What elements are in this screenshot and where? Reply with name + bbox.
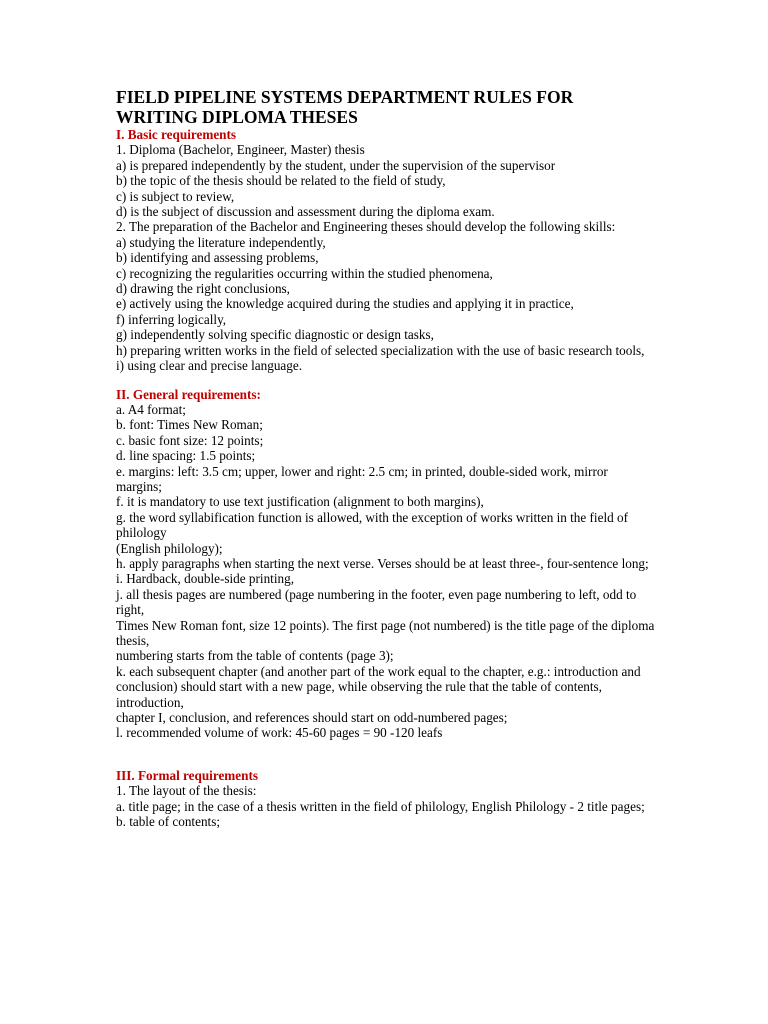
document-page	[116, 88, 656, 829]
section-heading-formal: III. Formal requirements	[116, 767, 258, 783]
text-line: 1. The layout of the thesis:	[116, 783, 257, 799]
text-line: 2. The preparation of the Bachelor and Engineering theses should develop the following skills:	[116, 219, 616, 235]
text-line: b) identifying and assessing problems,	[116, 250, 319, 266]
text-line: e) actively using the knowledge acquired during the studies and applying it in practice,	[116, 296, 574, 312]
text-line: (English philology);	[116, 540, 223, 556]
text-line: 1. Diploma (Bachelor, Engineer, Master) thesis	[116, 142, 365, 158]
text-line: chapter I, conclusion, and references should start on odd-numbered pages;	[116, 710, 508, 726]
text-line: b. font: Times New Roman;	[116, 417, 263, 433]
text-line: conclusion) should start with a new page, while observing the rule that the table of contents, introduction,	[116, 679, 602, 710]
text-line: a) studying the literature independently,	[116, 234, 326, 250]
text-line: a. title page; in the case of a thesis written in the field of philology, English Philology - 2 title pages;	[116, 798, 645, 814]
text-line: k. each subsequent chapter (and another part of the work equal to the chapter, e.g.: introduction and	[116, 663, 641, 679]
text-line: c. basic font size: 12 points;	[116, 432, 264, 448]
text-line: d) is the subject of discussion and assessment during the diploma exam.	[116, 204, 495, 220]
text-line: i. Hardback, double-side printing,	[116, 571, 294, 587]
section-general-body	[116, 402, 656, 741]
text-line: b. table of contents;	[116, 814, 221, 830]
text-line: h. apply paragraphs when starting the next verse. Verses should be at least three-, four-sentence long;	[116, 555, 649, 571]
text-line: h) preparing written works in the field of selected specialization with the use of basic research tools,	[116, 342, 645, 358]
text-line: a. A4 format;	[116, 401, 186, 417]
text-line: d) drawing the right conclusions,	[116, 281, 290, 297]
text-line: d. line spacing: 1.5 points;	[116, 448, 256, 464]
section-formal-body	[116, 783, 656, 829]
text-line: numbering starts from the table of contents (page 3);	[116, 648, 394, 664]
text-line: b) the topic of the thesis should be related to the field of study,	[116, 173, 446, 189]
text-line: j. all thesis pages are numbered (page numbering in the footer, even page numbering to left, odd to right,	[116, 586, 637, 618]
text-line: g. the word syllabification function is allowed, with the exception of works written in the field of philology	[116, 509, 628, 541]
text-line: i) using clear and precise language.	[116, 358, 303, 374]
section-basic-body	[116, 142, 656, 373]
spacer	[116, 741, 656, 768]
text-line: f) inferring logically,	[116, 311, 227, 327]
text-line: l. recommended volume of work: 45-60 pages = 90 -120 leafs	[116, 725, 443, 741]
text-line: g) independently solving specific diagnostic or design tasks,	[116, 327, 434, 343]
text-line: c) is subject to review,	[116, 188, 235, 204]
section-heading-general: II. General requirements:	[116, 386, 261, 402]
text-line: Times New Roman font, size 12 points). The first page (not numbered) is the title page of the diploma thesis,	[116, 617, 655, 648]
text-line: f. it is mandatory to use text justification (alignment to both margins),	[116, 494, 484, 510]
section-heading-basic: I. Basic requirements	[116, 127, 237, 142]
text-line: c) recognizing the regularities occurring within the studied phenomena,	[116, 265, 493, 281]
text-line: e. margins: left: 3.5 cm; upper, lower and right: 2.5 cm; in printed, double-sided work, mirror margins;	[116, 463, 608, 494]
document-title: FIELD PIPELINE SYSTEMS DEPARTMENT RULES FOR WRITING DIPLOMA THESES	[116, 87, 574, 127]
spacer	[116, 374, 656, 387]
text-line: a) is prepared independently by the student, under the supervision of the supervisor	[116, 157, 556, 173]
